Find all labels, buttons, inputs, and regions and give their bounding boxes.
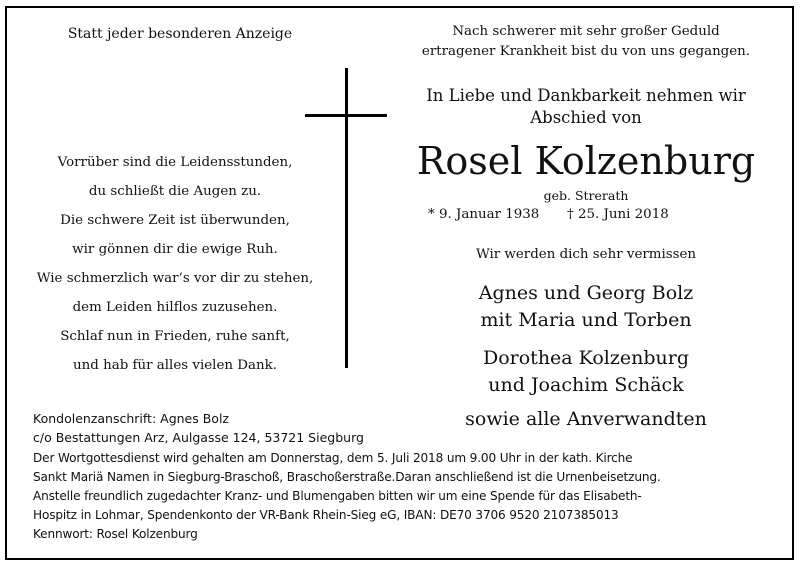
poem-line: dem Leiden hilflos zuzusehen. <box>72 300 278 315</box>
mourner-line: mit Maria und Torben <box>480 309 692 331</box>
mourner-line: und Joachim Schäck <box>488 374 684 396</box>
farewell-line: In Liebe und Dankbarkeit nehmen wir <box>426 86 746 105</box>
mourners-group-1 <box>380 280 792 334</box>
birth-name: geb. Strerath <box>543 188 629 203</box>
service-line: Der Wortgottesdienst wird gehalten am Donnerstag, dem 5. Juli 2018 um 9.00 Uhr in der kath. Kirche <box>33 451 633 465</box>
intro-line: ertragener Krankheit bist du von uns gegangen. <box>421 44 751 59</box>
condolence-address <box>33 409 364 447</box>
mourner-line: Agnes und Georg Bolz <box>478 282 694 304</box>
cross-horizontal-bar <box>305 114 387 117</box>
intro-line: Nach schwerer mit sehr großer Geduld <box>452 24 720 39</box>
farewell-text <box>380 85 792 129</box>
death-date: † 25. Juni 2018 <box>567 207 669 222</box>
poem-line: Die schwere Zeit ist überwunden, <box>60 213 290 228</box>
service-line: Anstelle freundlich zugedachter Kranz- und Blumengaben bitten wir um eine Spende für das Elisabeth- <box>33 489 642 503</box>
relatives-text: sowie alle Anverwandten <box>465 408 707 430</box>
poem-line: wir gönnen dir die ewige Ruh. <box>72 242 278 257</box>
condolence-line: Kondolenzanschrift: Agnes Bolz <box>33 411 229 426</box>
mourner-line: Dorothea Kolzenburg <box>482 347 689 369</box>
deceased-name: Rosel Kolzenburg <box>416 139 756 183</box>
statt-anzeige-heading: Statt jeder besonderen Anzeige <box>67 26 293 42</box>
poem-line: Wie schmerzlich war‘s vor dir zu stehen, <box>36 271 314 286</box>
service-information <box>33 449 661 544</box>
mourners-group-2 <box>380 345 792 399</box>
condolence-line: c/o Bestattungen Arz, Aulgasse 124, 53721 Siegburg <box>33 430 364 445</box>
service-line: Sankt Mariä Namen in Siegburg-Braschoß, Braschoßerstraße.Daran anschließend ist die Urnenbeisetzung. <box>33 470 661 484</box>
service-line: Hospitz in Lohmar, Spendenkonto der VR-Bank Rhein-Sieg eG, IBAN: DE70 3706 9520 2107385013 <box>33 508 619 522</box>
farewell-line: Abschied von <box>530 108 642 127</box>
miss-you-text: Wir werden dich sehr vermissen <box>475 247 697 262</box>
poem-line: du schließt die Augen zu. <box>88 184 262 199</box>
poem-line: Vorrüber sind die Leidensstunden, <box>57 155 293 170</box>
poem <box>25 148 325 380</box>
birth-date: * 9. Januar 1938 <box>428 207 540 222</box>
cross-vertical-bar <box>345 68 348 368</box>
poem-line: und hab für alles vielen Dank. <box>73 358 277 373</box>
poem-line: Schlaf nun in Frieden, ruhe sanft, <box>60 329 290 344</box>
service-line: Kennwort: Rosel Kolzenburg <box>33 527 198 541</box>
intro-text <box>380 22 792 62</box>
